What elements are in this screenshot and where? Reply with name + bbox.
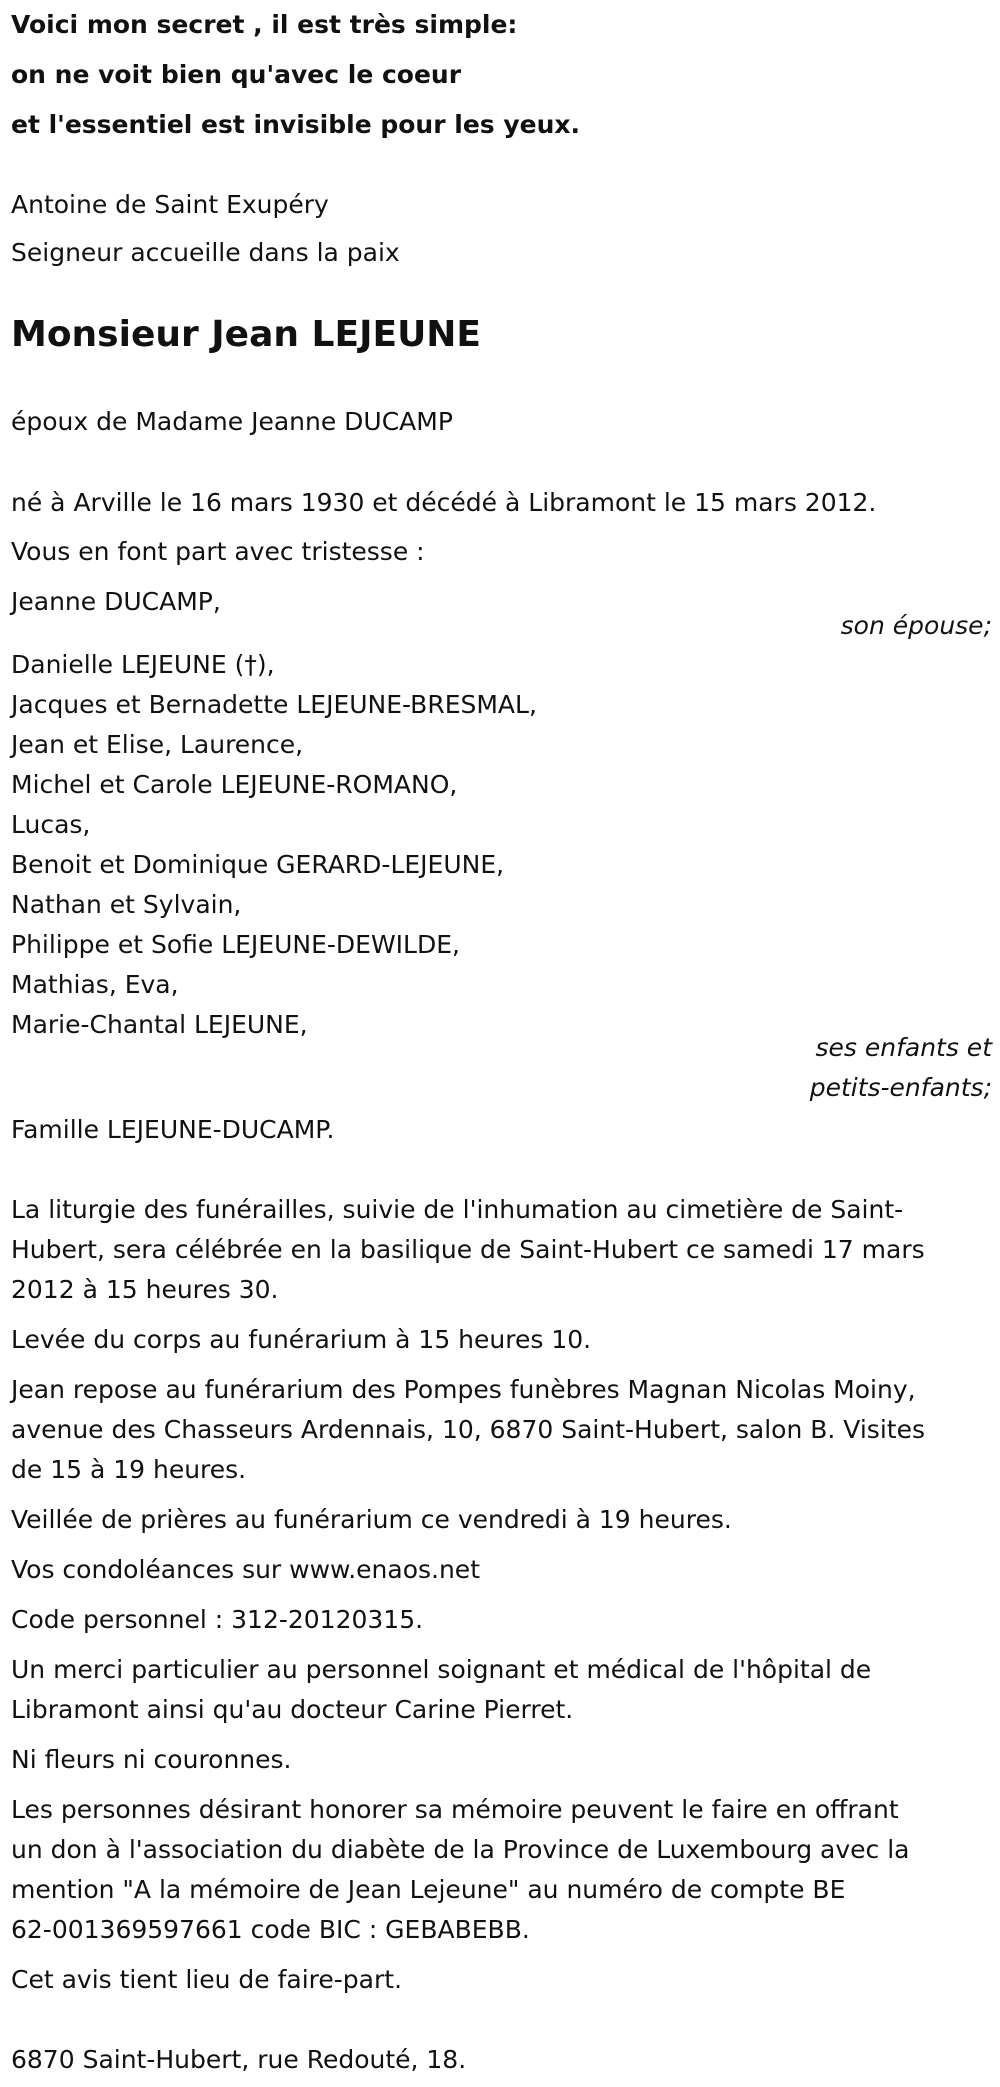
family-spouse: Jeanne DUCAMP, bbox=[11, 587, 221, 616]
spouse-role: son épouse; bbox=[840, 611, 992, 640]
family-extended: Famille LEJEUNE-DUCAMP. bbox=[11, 1115, 335, 1144]
repose-line: avenue des Chasseurs Ardennais, 10, 6870 Saint-Hubert, salon B. Visites bbox=[11, 1415, 925, 1444]
code-line: Code personnel : 312-20120315. bbox=[11, 1605, 424, 1634]
don-line: un don à l'association du diabète de la Province de Luxembourg avec la bbox=[11, 1835, 910, 1864]
family-member: Michel et Carole LEJEUNE-ROMANO, bbox=[11, 770, 458, 799]
family-member: Philippe et Sofie LEJEUNE-DEWILDE, bbox=[11, 930, 460, 959]
liturgy-line: Hubert, sera célébrée en la basilique de Saint-Hubert ce samedi 17 mars bbox=[11, 1235, 925, 1264]
quote-line: et l'essentiel est invisible pour les yeux. bbox=[11, 110, 581, 139]
children-role: petits-enfants; bbox=[809, 1073, 992, 1102]
spouse-line: époux de Madame Jeanne DUCAMP bbox=[11, 407, 453, 436]
repose-line: Jean repose au funérarium des Pompes funèbres Magnan Nicolas Moiny, bbox=[11, 1375, 916, 1404]
announce-line: Vous en font part avec tristesse : bbox=[11, 537, 425, 566]
liturgy-line: 2012 à 15 heures 30. bbox=[11, 1275, 279, 1304]
fleurs-line: Ni fleurs ni couronnes. bbox=[11, 1745, 292, 1774]
quote-line: on ne voit bien qu'avec le coeur bbox=[11, 60, 462, 89]
birth-death: né à Arville le 16 mars 1930 et décédé à Libramont le 15 mars 2012. bbox=[11, 488, 877, 517]
address-line: 6870 Saint-Hubert, rue Redouté, 18. bbox=[11, 2045, 467, 2074]
deceased-name: Monsieur Jean LEJEUNE bbox=[11, 314, 482, 355]
family-member: Lucas, bbox=[11, 810, 91, 839]
faire-part-line: Cet avis tient lieu de faire-part. bbox=[11, 1965, 403, 1994]
subtitle: Seigneur accueille dans la paix bbox=[11, 238, 400, 267]
family-member: Mathias, Eva, bbox=[11, 970, 179, 999]
liturgy-line: La liturgie des funérailles, suivie de l'inhumation au cimetière de Saint- bbox=[11, 1195, 904, 1224]
don-line: mention "A la mémoire de Jean Lejeune" au numéro de compte BE bbox=[11, 1875, 846, 1904]
veillee-line: Veillée de prières au funérarium ce vendredi à 19 heures. bbox=[11, 1505, 732, 1534]
quote-author: Antoine de Saint Exupéry bbox=[11, 190, 329, 219]
merci-line: Libramont ainsi qu'au docteur Carine Pierret. bbox=[11, 1695, 574, 1724]
don-line: Les personnes désirant honorer sa mémoire peuvent le faire en offrant bbox=[11, 1795, 899, 1824]
repose-line: de 15 à 19 heures. bbox=[11, 1455, 247, 1484]
quote-line: Voici mon secret , il est très simple: bbox=[11, 10, 518, 39]
family-member: Benoit et Dominique GERARD-LEJEUNE, bbox=[11, 850, 505, 879]
merci-line: Un merci particulier au personnel soignant et médical de l'hôpital de bbox=[11, 1655, 872, 1684]
family-member: Jean et Elise, Laurence, bbox=[11, 730, 304, 759]
family-member: Marie-Chantal LEJEUNE, bbox=[11, 1010, 308, 1039]
family-member: Danielle LEJEUNE (†), bbox=[11, 650, 275, 679]
don-line: 62-001369597661 code BIC : GEBABEBB. bbox=[11, 1915, 530, 1944]
family-member: Jacques et Bernadette LEJEUNE-BRESMAL, bbox=[11, 690, 537, 719]
family-member: Nathan et Sylvain, bbox=[11, 890, 242, 919]
levee-line: Levée du corps au funérarium à 15 heures 10. bbox=[11, 1325, 592, 1354]
children-role: ses enfants et bbox=[815, 1033, 992, 1062]
condoleances-line: Vos condoléances sur www.enaos.net bbox=[11, 1555, 480, 1584]
